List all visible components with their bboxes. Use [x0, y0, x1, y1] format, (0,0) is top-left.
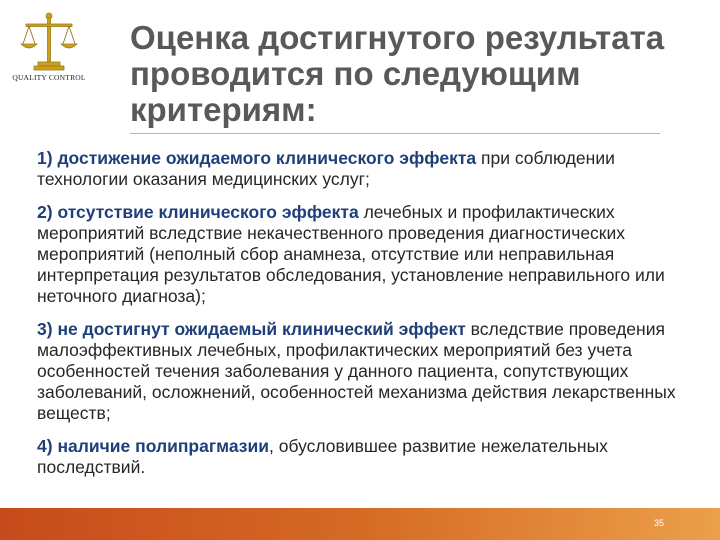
list-item: [37, 319, 707, 424]
list-item: [37, 436, 707, 478]
criteria-list: [37, 148, 707, 478]
item-highlight: достижение ожидаемого клинического эффекта: [57, 148, 477, 168]
item-number: 2): [37, 202, 53, 222]
title-divider: [130, 133, 660, 134]
logo-caption: QUALITY CONTROL: [12, 73, 86, 82]
logo: [6, 12, 92, 86]
item-highlight: не достигнут ожидаемый клинический эффект: [57, 319, 466, 339]
scales-icon: [20, 12, 78, 72]
item-highlight: отсутствие клинического эффекта: [57, 202, 359, 222]
item-text: вследствие проведения малоэффективных лечебных, профилактических мероприятий без учета особенностей течения заболевания у данного пациента, сопутствующих заболеваний, осложнений, особенностей механизма действия лекарственных веществ;: [37, 319, 676, 423]
item-text: при соблюдении технологии оказания медицинских услуг;: [37, 148, 615, 189]
item-number: 1): [37, 148, 53, 168]
item-highlight: наличие полипрагмазии: [57, 436, 269, 456]
footer-bar: [0, 508, 720, 540]
item-text: лечебных и профилактических мероприятий вследствие некачественного проведения диагностических мероприятий (неполный сбор анамнеза, отсутствие или неправильная интерпретация результатов обследования, установление неправильного или неточного диагноза);: [37, 202, 665, 306]
page-title: Оценка достигнутого результата проводится по следующим критериям:: [130, 19, 665, 128]
list-item: [37, 202, 707, 307]
item-text: , обусловившее развитие нежелательных последствий.: [37, 436, 608, 477]
item-number: 3): [37, 319, 53, 339]
item-number: 4): [37, 436, 53, 456]
list-item: [37, 148, 707, 190]
page-number: 35: [653, 518, 664, 528]
